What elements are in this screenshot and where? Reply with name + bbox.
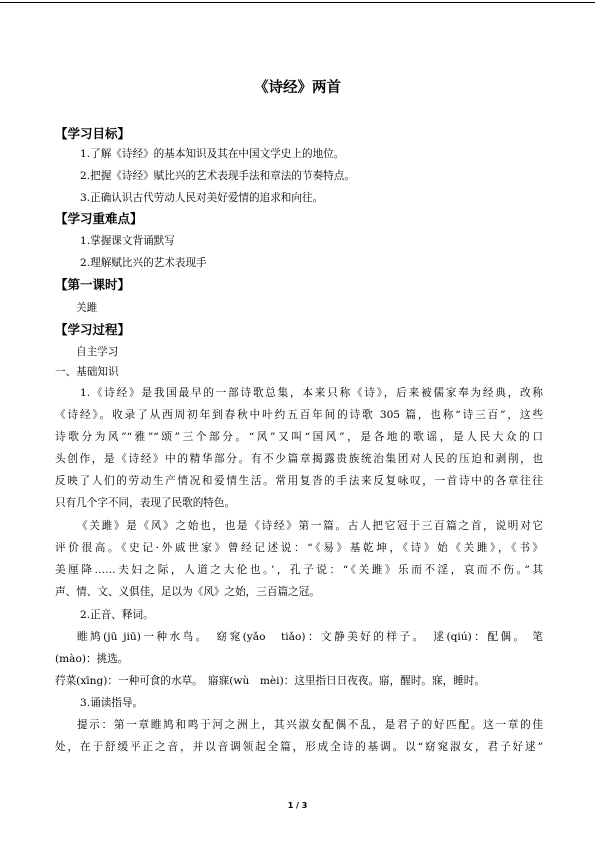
key-point-item: 2.理解赋比兴的艺术表现手 xyxy=(80,257,207,269)
header-rule xyxy=(0,2,595,3)
pronunciation-heading: 2.正音、释词。 xyxy=(80,609,154,621)
heading-key-points: 【学习重难点】 xyxy=(55,211,143,226)
pronunciation-line: 荇菜(xīng)：一种可食的水草。 寤寐(wù mèi)：这里指日日夜夜。寤，醒时。寐，睡时。 xyxy=(55,675,485,687)
paragraph-line: 《诗经》。收录了从西周初年到春秋中叶约五百年间的诗歌 305 篇，也称“诗三百”，这些 xyxy=(55,409,543,421)
reading-line: 提示：第一章睢鸠和鸣于河之洲上，其兴淑女配偶不乱，是君子的好匹配。这一章的佳 xyxy=(77,719,543,731)
paragraph-line: 只有几个字不同，表现了民歌的特色。 xyxy=(55,497,236,509)
paragraph-line: 头创作，是《诗经》中的精华部分。有不少篇章揭露贵族统治集团对人民的压迫和剥削，也 xyxy=(55,453,543,465)
paragraph-line: 诗歌分为风”“雅”“颂”三个部分。“风”又叫“国风”，是各地的歌谣，是人民大众的口 xyxy=(55,431,543,443)
objective-item: 3.正确认识古代劳动人民对美好爱情的追求和向往。 xyxy=(80,192,324,204)
self-study-label: 自主学习 xyxy=(76,346,119,358)
reading-heading: 3.诵读指导。 xyxy=(80,697,144,709)
page-title: 《诗经》两首 xyxy=(254,80,341,96)
objective-item: 2.把握《诗经》赋比兴的艺术表现手法和章法的节奏特点。 xyxy=(80,170,355,182)
pronunciation-line: (mào)：挑选。 xyxy=(55,653,129,665)
basic-knowledge-heading: 一、基础知识 xyxy=(55,366,119,378)
heading-process: 【学习过程】 xyxy=(55,322,131,337)
heading-lesson1: 【第一课时】 xyxy=(55,277,131,292)
pronunciation-line: 睢鸠(jū jiū)一种水鸟。 窈窕(yǎo tiǎo)：文静美好的样子。 逑(qiú)：配偶。 笔 xyxy=(77,631,543,643)
key-point-item: 1.掌握课文背诵默写 xyxy=(80,235,175,247)
page-number: 1 / 3 xyxy=(287,801,308,810)
lesson-title: 关雎 xyxy=(76,302,98,314)
paragraph-line: 美厘降……夫妇之际，人道之大伦也。’，孔子说：“《关雎》乐而不淫，哀而不伤。”其 xyxy=(55,564,543,576)
paragraph-line: 《关雎》是《风》之始也，也是《诗经》第一篇。古人把它冠于三百篇之首，说明对它 xyxy=(77,520,543,532)
paragraph-line: 1.《诗经》是我国最早的一部诗歌总集，本来只称《诗》，后来被儒家奉为经典，改称 xyxy=(80,387,543,399)
paragraph-line: 反映了人们的劳动生产情况和爱情生活。常用复沓的手法来反复咏叹，一首诗中的各章往往 xyxy=(55,475,543,487)
paragraph-line: 声、情、文、义俱佳，足以为《风》之始，三百篇之冠。 xyxy=(55,586,320,598)
paragraph-line: 评价很高。《史记·外戚世家》曾经记述说：“《易》基乾坤，《诗》始《关雎》，《书》 xyxy=(55,542,543,554)
reading-line: 处，在于舒缓平正之音，并以音调领起全篇，形成全诗的基调。以“窈窕淑女，君子好逑” xyxy=(55,741,543,753)
objective-item: 1.了解《诗经》的基本知识及其在中国文学史上的地位。 xyxy=(80,148,345,160)
heading-objectives: 【学习目标】 xyxy=(55,126,131,141)
